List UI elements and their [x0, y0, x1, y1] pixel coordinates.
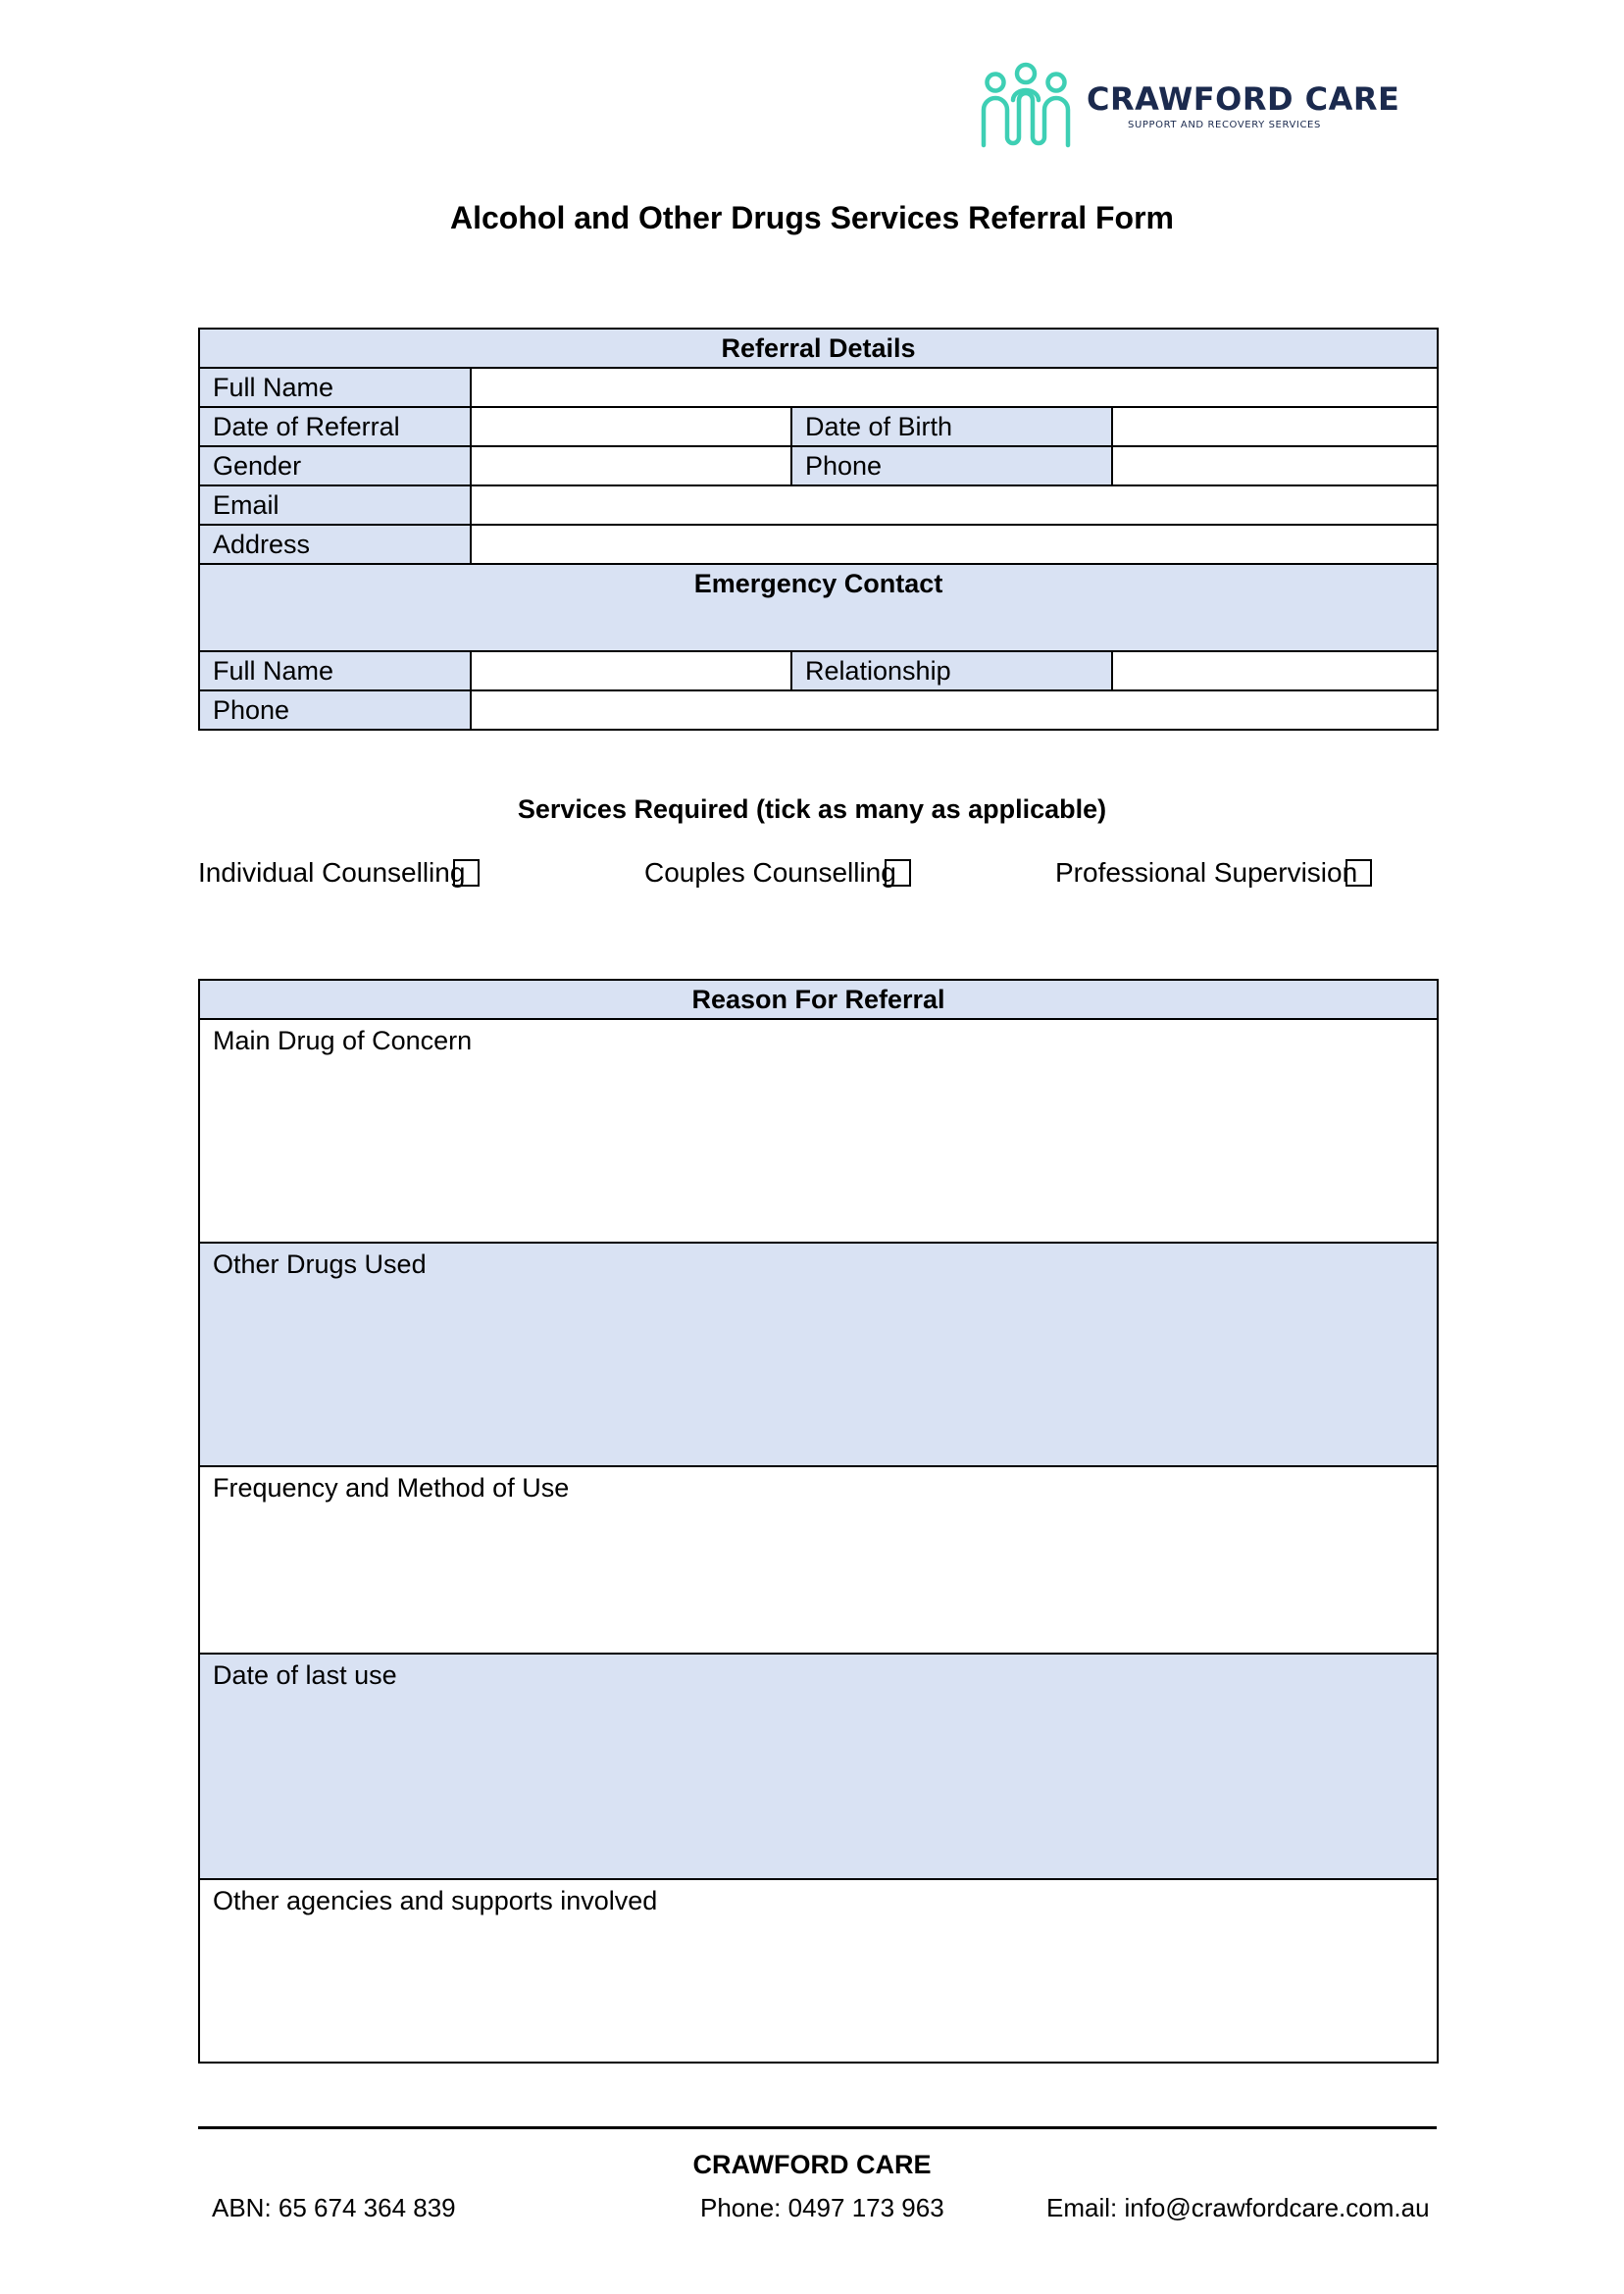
other-agencies-field[interactable] — [199, 1879, 1438, 2063]
date-of-birth-field[interactable] — [1112, 407, 1438, 446]
service-option-couples[interactable] — [644, 857, 911, 889]
gender-field[interactable] — [471, 446, 791, 485]
brand-tagline: SUPPORT AND RECOVERY SERVICES — [1128, 120, 1321, 130]
reason-heading: Reason For Referral — [199, 980, 1438, 1019]
footer-divider — [198, 2126, 1437, 2129]
phone-field[interactable] — [1112, 446, 1438, 485]
date-of-last-use-field[interactable] — [199, 1654, 1438, 1879]
brand-name: CRAWFORD CARE — [1087, 80, 1400, 118]
frequency-method-field[interactable] — [199, 1466, 1438, 1654]
phone-label: Phone — [791, 446, 1112, 485]
footer-abn: ABN: 65 674 364 839 — [212, 2193, 456, 2222]
date-of-last-use-label: Date of last use — [213, 1660, 397, 1690]
address-field[interactable] — [471, 525, 1438, 564]
footer-phone: Phone: 0497 173 963 — [700, 2193, 944, 2222]
ec-phone-field[interactable] — [471, 690, 1438, 730]
emergency-contact-heading: Emergency Contact — [199, 564, 1438, 651]
brand-logo — [981, 61, 1400, 153]
page-title: Alcohol and Other Drugs Services Referral Form — [450, 200, 1174, 235]
service-option-supervision[interactable] — [1055, 857, 1372, 889]
address-label: Address — [199, 525, 471, 564]
date-of-referral-label: Date of Referral — [199, 407, 471, 446]
referral-details-heading: Referral Details — [199, 329, 1438, 368]
main-drug-of-concern-label: Main Drug of Concern — [213, 1026, 473, 1055]
ec-full-name-field[interactable] — [471, 651, 791, 690]
frequency-method-label: Frequency and Method of Use — [213, 1473, 570, 1503]
checkbox[interactable] — [885, 859, 911, 887]
other-drugs-used-label: Other Drugs Used — [213, 1249, 427, 1279]
footer-company-name: CRAWFORD CARE — [692, 2150, 932, 2179]
service-option-individual[interactable] — [198, 857, 480, 889]
email-label: Email — [199, 485, 471, 525]
three-people-icon — [981, 61, 1071, 149]
full-name-field[interactable] — [471, 368, 1438, 407]
services-heading: Services Required (tick as many as applicable) — [517, 794, 1107, 824]
ec-relationship-label: Relationship — [791, 651, 1112, 690]
ec-full-name-label: Full Name — [199, 651, 471, 690]
checkbox[interactable] — [1345, 859, 1372, 887]
referral-details-table — [198, 328, 1439, 731]
service-option-label: Individual Counselling — [198, 857, 466, 888]
other-drugs-used-field[interactable] — [199, 1243, 1438, 1466]
ec-phone-label: Phone — [199, 690, 471, 730]
full-name-label: Full Name — [199, 368, 471, 407]
footer-email: Email: info@crawfordcare.com.au — [1046, 2193, 1430, 2222]
ec-relationship-field[interactable] — [1112, 651, 1438, 690]
service-option-label: Professional Supervision — [1055, 857, 1358, 888]
email-field[interactable] — [471, 485, 1438, 525]
other-agencies-label: Other agencies and supports involved — [213, 1886, 658, 1915]
reason-for-referral-table — [198, 979, 1439, 2064]
gender-label: Gender — [199, 446, 471, 485]
main-drug-of-concern-field[interactable] — [199, 1019, 1438, 1243]
date-of-birth-label: Date of Birth — [791, 407, 1112, 446]
service-option-label: Couples Counselling — [644, 857, 896, 888]
date-of-referral-field[interactable] — [471, 407, 791, 446]
checkbox[interactable] — [453, 859, 480, 887]
